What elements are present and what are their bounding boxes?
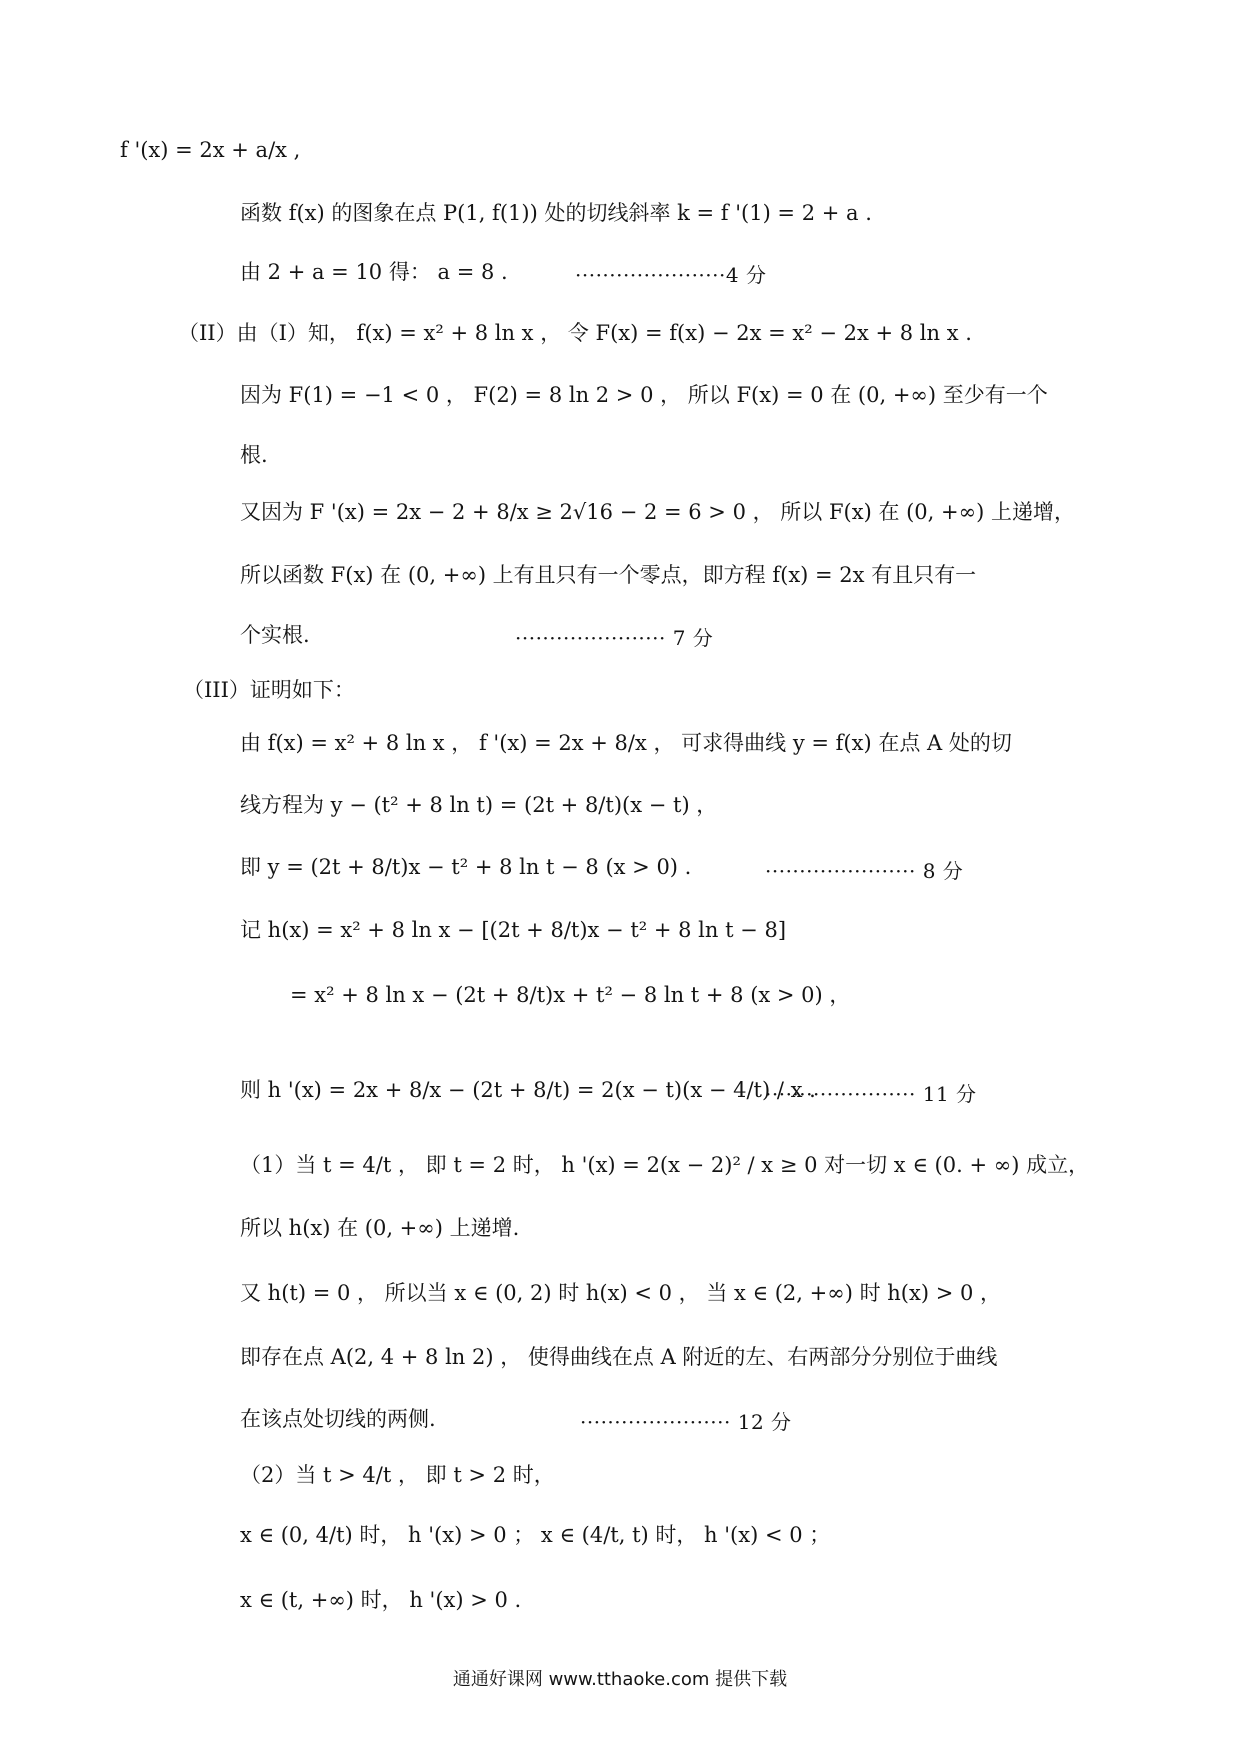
case-1-condition: （1）当 t = 4/t ， 即 t = 2 时， h '(x) = 2(x − 2)² / x ≥ 0 对一切 x ∈ (0. + ∞) 成立， <box>240 1153 1090 1177</box>
part-3-tangent-simplified: 即 y = (2t + 8/t)x − t² + 8 ln t − 8 (x > 0) . <box>240 855 692 879</box>
score-8: ······················ 8 分 <box>765 859 964 883</box>
part-3-tangent-setup: 由 f(x) = x² + 8 ln x ， f '(x) = 2x + 8/x ， 可求得曲线 y = f(x) 在点 A 处的切 <box>240 731 1012 755</box>
case-1-increasing: 所以 h(x) 在 (0, +∞) 上递增. <box>240 1216 520 1240</box>
part-2-conclusion: 个实根. <box>240 623 310 647</box>
part-3-h-derivative: 则 h '(x) = 2x + 8/x − (2t + 8/t) = 2(x − t)(x − 4/t) / x . <box>240 1078 816 1102</box>
part-2-monotonic: 又因为 F '(x) = 2x − 2 + 8/x ≥ 2√16 − 2 = 6 > 0 ， 所以 F(x) 在 (0, +∞) 上递增， <box>240 500 1075 524</box>
part-2-root-word: 根. <box>240 443 268 467</box>
part-2-unique-zero: 所以函数 F(x) 在 (0, +∞) 上有且只有一个零点，即方程 f(x) = 2x 有且只有一 <box>240 563 977 587</box>
part-3-intro: （III）证明如下： <box>183 678 355 702</box>
score-11: ······················ 11 分 <box>765 1082 977 1106</box>
case-1-sign: 又 h(t) = 0 ， 所以当 x ∈ (0, 2) 时 h(x) < 0 ， 当 x ∈ (2, +∞) 时 h(x) > 0 ， <box>240 1281 1002 1305</box>
case-1-point-a: 即存在点 A(2, 4 + 8 ln 2) ， 使得曲线在点 A 附近的左、右两部分分别位于曲线 <box>240 1345 998 1369</box>
case-1-conclusion: 在该点处切线的两侧. <box>240 1407 436 1431</box>
formula-derivative-f: f '(x) = 2x + a/x , <box>120 138 301 162</box>
score-4: ······················4 分 <box>575 263 767 287</box>
case-2-intervals-b: x ∈ (t, +∞) 时， h '(x) > 0 . <box>240 1588 522 1612</box>
score-7: ······················ 7 分 <box>515 626 714 650</box>
part-2-root-existence: 因为 F(1) = −1 < 0 ， F(2) = 8 ln 2 > 0 ， 所以 F(x) = 0 在 (0, +∞) 至少有一个 <box>240 383 1048 407</box>
part-3-tangent-equation: 线方程为 y − (t² + 8 ln t) = (2t + 8/t)(x − t) ， <box>240 793 718 817</box>
part-2-intro: （II）由（I）知， f(x) = x² + 8 ln x ， 令 F(x) = f(x) − 2x = x² − 2x + 8 ln x . <box>178 321 972 345</box>
case-2-intervals-a: x ∈ (0, 4/t) 时， h '(x) > 0 ； x ∈ (4/t, t) 时， h '(x) < 0 ； <box>240 1523 831 1547</box>
page-footer: 通通好课网 www.tthaoke.com 提供下载 <box>452 1669 788 1690</box>
case-2-condition: （2）当 t > 4/t ， 即 t > 2 时， <box>240 1463 555 1487</box>
slope-statement: 函数 f(x) 的图象在点 P(1, f(1)) 处的切线斜率 k = f '(1) = 2 + a . <box>240 201 872 225</box>
part-3-h-expanded: = x² + 8 ln x − (2t + 8/t)x + t² − 8 ln t + 8 (x > 0) ， <box>290 983 851 1007</box>
solve-a: 由 2 + a = 10 得： a = 8 . <box>240 260 508 284</box>
score-12: ······················ 12 分 <box>580 1410 792 1434</box>
part-3-h-definition: 记 h(x) = x² + 8 ln x − [(2t + 8/t)x − t² + 8 ln t − 8] <box>240 918 787 942</box>
